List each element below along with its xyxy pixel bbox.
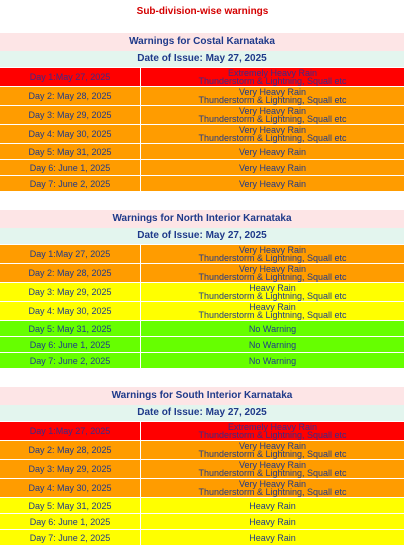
day-cell: Day 2: May 28, 2025 (0, 441, 141, 459)
issue-date: Date of Issue: May 27, 2025 (0, 51, 404, 67)
warning-cell (141, 68, 404, 86)
warning-row (0, 175, 404, 191)
warning-cell (141, 144, 404, 159)
warning-cell (141, 106, 404, 124)
day-cell: Day 5: May 31, 2025 (0, 498, 141, 513)
warning-text: Very Heavy Rain (238, 245, 307, 255)
day-cell: Day 7: June 2, 2025 (0, 176, 141, 191)
warning-text: Very Heavy Rain (238, 479, 307, 489)
warning-text: Very Heavy Rain (238, 264, 307, 274)
warning-text: Thunderstorm & Lightning, Squall etc (198, 430, 347, 440)
warning-text: Thunderstorm & Lightning, Squall etc (198, 114, 347, 124)
day-cell: Day 1:May 27, 2025 (0, 245, 141, 263)
warning-text: Thunderstorm & Lightning, Squall etc (198, 95, 347, 105)
warning-text: Heavy Rain (249, 283, 296, 293)
warning-row (0, 421, 404, 440)
warning-text: Very Heavy Rain (238, 106, 307, 116)
warning-cell (141, 264, 404, 282)
day-cell: Day 2: May 28, 2025 (0, 264, 141, 282)
warning-text: Very Heavy Rain (238, 460, 307, 470)
warning-row (0, 459, 404, 478)
warning-cell (141, 160, 404, 175)
day-cell: Day 7: June 2, 2025 (0, 530, 141, 545)
warning-section (0, 33, 404, 191)
page-title: Sub-division-wise warnings (136, 6, 269, 17)
warning-text: Very Heavy Rain (238, 125, 307, 135)
warning-row (0, 320, 404, 336)
warning-cell (141, 514, 404, 529)
warning-row (0, 159, 404, 175)
day-cell: Day 7: June 2, 2025 (0, 353, 141, 368)
warning-cell (141, 125, 404, 143)
warning-text: No Warning (248, 355, 297, 366)
warning-text: No Warning (248, 323, 297, 334)
warning-text: Extremely Heavy Rain (227, 422, 318, 432)
warning-cell (141, 441, 404, 459)
warning-cell (141, 321, 404, 336)
warning-cell (141, 302, 404, 320)
warning-row (0, 440, 404, 459)
warning-text: Extremely Heavy Rain (227, 68, 318, 78)
day-cell: Day 3: May 29, 2025 (0, 460, 141, 478)
warning-text: Thunderstorm & Lightning, Squall etc (198, 253, 347, 263)
warning-row (0, 352, 404, 368)
warning-cell (141, 176, 404, 191)
section-title: Warnings for Costal Karnataka (0, 33, 404, 51)
warning-row (0, 513, 404, 529)
warning-text: Very Heavy Rain (238, 87, 307, 97)
warning-text: Very Heavy Rain (238, 441, 307, 451)
warning-text: Very Heavy Rain (238, 146, 307, 157)
warning-section (0, 210, 404, 368)
warning-row (0, 67, 404, 86)
day-cell: Day 4: May 30, 2025 (0, 479, 141, 497)
warning-cell (141, 422, 404, 440)
day-cell: Day 2: May 28, 2025 (0, 87, 141, 105)
warning-text: No Warning (248, 339, 297, 350)
warning-section (0, 387, 404, 545)
day-cell: Day 3: May 29, 2025 (0, 283, 141, 301)
warning-cell (141, 498, 404, 513)
warning-text: Thunderstorm & Lightning, Squall etc (198, 468, 347, 478)
section-title: Warnings for South Interior Karnataka (0, 387, 404, 405)
day-cell: Day 5: May 31, 2025 (0, 144, 141, 159)
warning-text: Heavy Rain (249, 500, 296, 511)
warning-row (0, 301, 404, 320)
warning-row (0, 105, 404, 124)
warning-row (0, 143, 404, 159)
warning-row (0, 282, 404, 301)
warning-cell (141, 337, 404, 352)
warning-row (0, 529, 404, 545)
warning-text: Thunderstorm & Lightning, Squall etc (198, 76, 347, 86)
day-cell: Day 4: May 30, 2025 (0, 125, 141, 143)
warning-text: Very Heavy Rain (238, 162, 307, 173)
warning-text: Very Heavy Rain (238, 178, 307, 189)
warning-row (0, 497, 404, 513)
warning-text: Thunderstorm & Lightning, Squall etc (198, 133, 347, 143)
warning-cell (141, 245, 404, 263)
warning-row (0, 336, 404, 352)
warning-row (0, 244, 404, 263)
warning-text: Thunderstorm & Lightning, Squall etc (198, 291, 347, 301)
warning-text: Heavy Rain (249, 532, 296, 543)
day-cell: Day 3: May 29, 2025 (0, 106, 141, 124)
section-spacer (0, 191, 405, 210)
warning-cell (141, 479, 404, 497)
warning-cell (141, 460, 404, 478)
day-cell: Day 6: June 1, 2025 (0, 160, 141, 175)
warning-text: Heavy Rain (249, 302, 296, 312)
day-cell: Day 6: June 1, 2025 (0, 337, 141, 352)
warning-text: Heavy Rain (249, 516, 296, 527)
section-title: Warnings for North Interior Karnataka (0, 210, 404, 228)
warning-cell (141, 87, 404, 105)
warning-cell (141, 530, 404, 545)
warning-text: Thunderstorm & Lightning, Squall etc (198, 487, 347, 497)
day-cell: Day 4: May 30, 2025 (0, 302, 141, 320)
warning-cell (141, 353, 404, 368)
day-cell: Day 5: May 31, 2025 (0, 321, 141, 336)
warning-text: Thunderstorm & Lightning, Squall etc (198, 310, 347, 320)
warning-text: Thunderstorm & Lightning, Squall etc (198, 272, 347, 282)
warning-row (0, 263, 404, 282)
issue-date: Date of Issue: May 27, 2025 (0, 405, 404, 421)
issue-date: Date of Issue: May 27, 2025 (0, 228, 404, 244)
warnings-container (0, 33, 405, 545)
day-cell: Day 6: June 1, 2025 (0, 514, 141, 529)
warning-row (0, 124, 404, 143)
warning-row (0, 86, 404, 105)
day-cell: Day 1:May 27, 2025 (0, 68, 141, 86)
warning-cell (141, 283, 404, 301)
warning-text: Thunderstorm & Lightning, Squall etc (198, 449, 347, 459)
section-spacer (0, 368, 405, 387)
warning-row (0, 478, 404, 497)
day-cell: Day 1:May 27, 2025 (0, 422, 141, 440)
